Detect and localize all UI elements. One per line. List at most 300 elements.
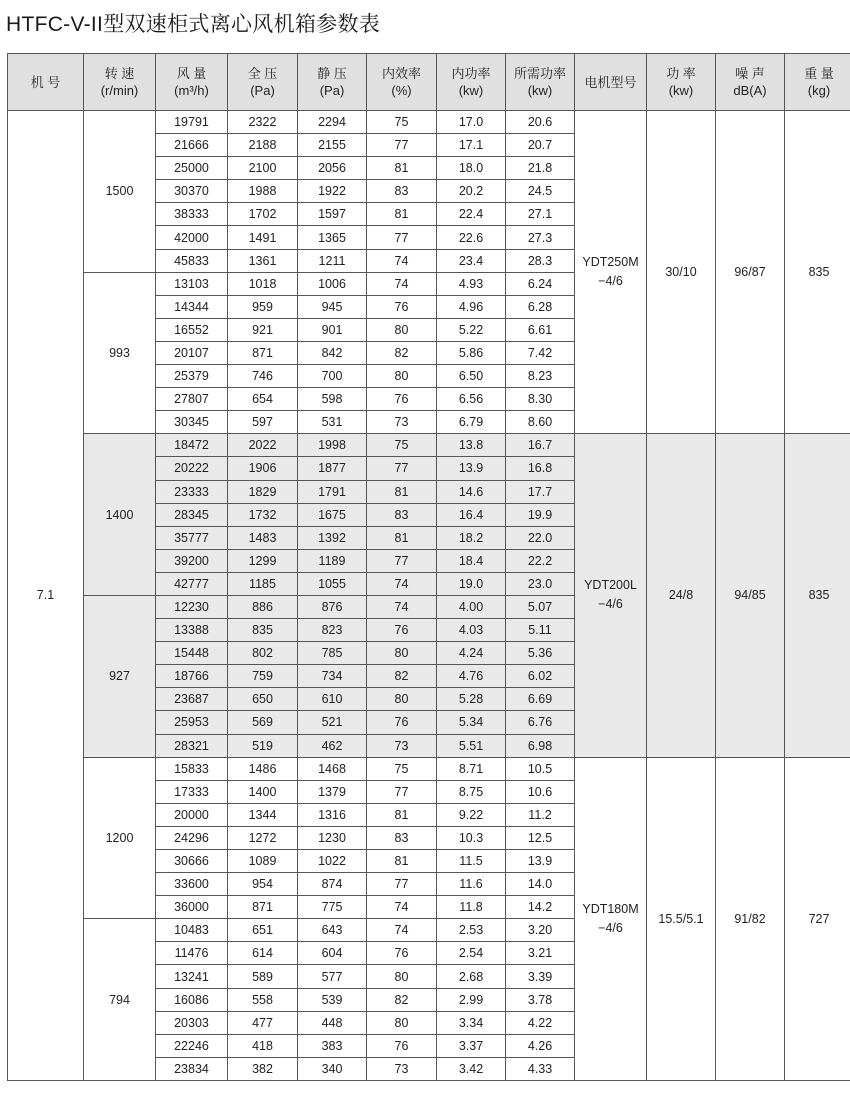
airflow-cell: 45833: [156, 249, 228, 272]
header-label: 全 压: [247, 66, 278, 81]
total-pressure-cell: 2022: [228, 434, 298, 457]
efficiency-cell: 82: [367, 988, 437, 1011]
total-pressure-cell: 1483: [228, 526, 298, 549]
static-pressure-cell: 1006: [298, 272, 367, 295]
motor-model-cell: [575, 111, 647, 434]
header-label: 所需功率: [513, 66, 566, 81]
efficiency-cell: 77: [367, 549, 437, 572]
internal-power-cell: 11.8: [437, 896, 506, 919]
efficiency-cell: 81: [367, 850, 437, 873]
table-row: [8, 434, 850, 457]
required-power-cell: 16.7: [506, 434, 575, 457]
internal-power-cell: 17.1: [437, 134, 506, 157]
required-power-cell: 6.98: [506, 734, 575, 757]
static-pressure-cell: 1055: [298, 572, 367, 595]
airflow-cell: 19791: [156, 111, 228, 134]
internal-power-cell: 6.79: [437, 411, 506, 434]
total-pressure-cell: 519: [228, 734, 298, 757]
required-power-cell: 14.2: [506, 896, 575, 919]
static-pressure-cell: 1189: [298, 549, 367, 572]
speed-cell: 794: [84, 919, 156, 1081]
airflow-cell: 13388: [156, 619, 228, 642]
efficiency-cell: 74: [367, 896, 437, 919]
static-pressure-cell: 842: [298, 341, 367, 364]
table-row: [8, 757, 850, 780]
efficiency-cell: 76: [367, 1034, 437, 1057]
motor-model: YDT180M: [582, 901, 639, 916]
motor-model-cell: [575, 434, 647, 757]
static-pressure-cell: 577: [298, 965, 367, 988]
header-weight: [785, 54, 850, 111]
header-unit: dB(A): [733, 83, 767, 98]
parameter-table: [7, 53, 850, 1081]
static-pressure-cell: 823: [298, 619, 367, 642]
required-power-cell: 7.42: [506, 341, 575, 364]
header-motor-power: [647, 54, 716, 111]
airflow-cell: 42777: [156, 572, 228, 595]
airflow-cell: 18472: [156, 434, 228, 457]
static-pressure-cell: 1365: [298, 226, 367, 249]
static-pressure-cell: 1379: [298, 780, 367, 803]
efficiency-cell: 82: [367, 665, 437, 688]
static-pressure-cell: 775: [298, 896, 367, 919]
internal-power-cell: 19.0: [437, 572, 506, 595]
machine-no-cell: 7.1: [8, 111, 84, 1081]
weight-cell: 727: [785, 757, 850, 1080]
total-pressure-cell: 1344: [228, 803, 298, 826]
static-pressure-cell: 1922: [298, 180, 367, 203]
static-pressure-cell: 700: [298, 365, 367, 388]
airflow-cell: 15448: [156, 642, 228, 665]
static-pressure-cell: 1998: [298, 434, 367, 457]
speed-cell: 993: [84, 272, 156, 434]
total-pressure-cell: 2188: [228, 134, 298, 157]
table-body: [8, 111, 850, 1081]
efficiency-cell: 73: [367, 734, 437, 757]
header-label: 风 量: [176, 66, 207, 81]
airflow-cell: 39200: [156, 549, 228, 572]
airflow-cell: 16086: [156, 988, 228, 1011]
airflow-cell: 13241: [156, 965, 228, 988]
efficiency-cell: 77: [367, 457, 437, 480]
header-airflow: [156, 54, 228, 111]
internal-power-cell: 3.42: [437, 1057, 506, 1080]
header-label: 电机型号: [584, 74, 637, 90]
header-label: 静 压: [317, 66, 347, 81]
total-pressure-cell: 835: [228, 619, 298, 642]
static-pressure-cell: 539: [298, 988, 367, 1011]
required-power-cell: 3.21: [506, 942, 575, 965]
efficiency-cell: 80: [367, 1011, 437, 1034]
header-unit: (r/min): [100, 83, 139, 98]
weight-cell: 835: [785, 434, 850, 757]
required-power-cell: 6.69: [506, 688, 575, 711]
header-label: 功 率: [666, 66, 696, 81]
airflow-cell: 25379: [156, 365, 228, 388]
internal-power-cell: 11.5: [437, 850, 506, 873]
internal-power-cell: 11.6: [437, 873, 506, 896]
header-noise: [716, 54, 785, 111]
total-pressure-cell: 1018: [228, 272, 298, 295]
efficiency-cell: 80: [367, 642, 437, 665]
total-pressure-cell: 614: [228, 942, 298, 965]
internal-power-cell: 2.99: [437, 988, 506, 1011]
internal-power-cell: 18.2: [437, 526, 506, 549]
header-label: 内功率: [451, 66, 491, 81]
internal-power-cell: 6.56: [437, 388, 506, 411]
header-unit: (kw): [527, 83, 553, 98]
total-pressure-cell: 382: [228, 1057, 298, 1080]
required-power-cell: 3.39: [506, 965, 575, 988]
static-pressure-cell: 1877: [298, 457, 367, 480]
total-pressure-cell: 1299: [228, 549, 298, 572]
header-internal-efficiency: [367, 54, 437, 111]
airflow-cell: 30345: [156, 411, 228, 434]
static-pressure-cell: 462: [298, 734, 367, 757]
efficiency-cell: 75: [367, 434, 437, 457]
internal-power-cell: 5.22: [437, 318, 506, 341]
header-unit: (kg): [807, 83, 831, 98]
header-required-power: [506, 54, 575, 111]
total-pressure-cell: 802: [228, 642, 298, 665]
total-pressure-cell: 1988: [228, 180, 298, 203]
efficiency-cell: 74: [367, 249, 437, 272]
noise-cell: 91/82: [716, 757, 785, 1080]
airflow-cell: 25953: [156, 711, 228, 734]
efficiency-cell: 74: [367, 919, 437, 942]
total-pressure-cell: 1361: [228, 249, 298, 272]
efficiency-cell: 81: [367, 157, 437, 180]
total-pressure-cell: 477: [228, 1011, 298, 1034]
header-unit: (kw): [458, 83, 484, 98]
total-pressure-cell: 558: [228, 988, 298, 1011]
internal-power-cell: 8.75: [437, 780, 506, 803]
required-power-cell: 6.24: [506, 272, 575, 295]
required-power-cell: 8.30: [506, 388, 575, 411]
internal-power-cell: 4.76: [437, 665, 506, 688]
airflow-cell: 22246: [156, 1034, 228, 1057]
speed-cell: 1500: [84, 111, 156, 273]
total-pressure-cell: 2100: [228, 157, 298, 180]
efficiency-cell: 76: [367, 711, 437, 734]
speed-cell: 1400: [84, 434, 156, 596]
internal-power-cell: 10.3: [437, 826, 506, 849]
table-row: [8, 111, 850, 134]
total-pressure-cell: 1732: [228, 503, 298, 526]
required-power-cell: 16.8: [506, 457, 575, 480]
efficiency-cell: 80: [367, 318, 437, 341]
static-pressure-cell: 1468: [298, 757, 367, 780]
motor-power-cell: 15.5/5.1: [647, 757, 716, 1080]
required-power-cell: 20.6: [506, 111, 575, 134]
required-power-cell: 6.02: [506, 665, 575, 688]
static-pressure-cell: 1597: [298, 203, 367, 226]
efficiency-cell: 81: [367, 480, 437, 503]
required-power-cell: 5.11: [506, 619, 575, 642]
total-pressure-cell: 959: [228, 295, 298, 318]
static-pressure-cell: 1392: [298, 526, 367, 549]
static-pressure-cell: 383: [298, 1034, 367, 1057]
efficiency-cell: 80: [367, 365, 437, 388]
airflow-cell: 38333: [156, 203, 228, 226]
internal-power-cell: 3.34: [437, 1011, 506, 1034]
efficiency-cell: 81: [367, 526, 437, 549]
static-pressure-cell: 604: [298, 942, 367, 965]
efficiency-cell: 77: [367, 873, 437, 896]
internal-power-cell: 20.2: [437, 180, 506, 203]
required-power-cell: 24.5: [506, 180, 575, 203]
required-power-cell: 28.3: [506, 249, 575, 272]
internal-power-cell: 8.71: [437, 757, 506, 780]
internal-power-cell: 22.6: [437, 226, 506, 249]
static-pressure-cell: 643: [298, 919, 367, 942]
header-label: 重 量: [804, 66, 834, 81]
airflow-cell: 23687: [156, 688, 228, 711]
required-power-cell: 12.5: [506, 826, 575, 849]
noise-cell: 96/87: [716, 111, 785, 434]
static-pressure-cell: 521: [298, 711, 367, 734]
total-pressure-cell: 418: [228, 1034, 298, 1057]
total-pressure-cell: 1906: [228, 457, 298, 480]
internal-power-cell: 5.86: [437, 341, 506, 364]
total-pressure-cell: 954: [228, 873, 298, 896]
header-machine-no: [8, 54, 84, 111]
header-speed: [84, 54, 156, 111]
required-power-cell: 4.33: [506, 1057, 575, 1080]
required-power-cell: 13.9: [506, 850, 575, 873]
header-unit: (Pa): [319, 83, 345, 98]
header-unit: (%): [391, 83, 412, 98]
efficiency-cell: 76: [367, 942, 437, 965]
internal-power-cell: 17.0: [437, 111, 506, 134]
internal-power-cell: 23.4: [437, 249, 506, 272]
internal-power-cell: 5.34: [437, 711, 506, 734]
speed-cell: 927: [84, 595, 156, 757]
static-pressure-cell: 734: [298, 665, 367, 688]
total-pressure-cell: 654: [228, 388, 298, 411]
airflow-cell: 20222: [156, 457, 228, 480]
airflow-cell: 42000: [156, 226, 228, 249]
internal-power-cell: 18.4: [437, 549, 506, 572]
total-pressure-cell: 1486: [228, 757, 298, 780]
airflow-cell: 33600: [156, 873, 228, 896]
static-pressure-cell: 531: [298, 411, 367, 434]
weight-cell: 835: [785, 111, 850, 434]
airflow-cell: 15833: [156, 757, 228, 780]
total-pressure-cell: 871: [228, 896, 298, 919]
internal-power-cell: 4.03: [437, 619, 506, 642]
total-pressure-cell: 759: [228, 665, 298, 688]
static-pressure-cell: 876: [298, 595, 367, 618]
total-pressure-cell: 597: [228, 411, 298, 434]
header-total-pressure: [228, 54, 298, 111]
header-unit: (kw): [668, 83, 694, 98]
internal-power-cell: 5.28: [437, 688, 506, 711]
total-pressure-cell: 886: [228, 595, 298, 618]
required-power-cell: 27.3: [506, 226, 575, 249]
static-pressure-cell: 1675: [298, 503, 367, 526]
efficiency-cell: 75: [367, 757, 437, 780]
airflow-cell: 14344: [156, 295, 228, 318]
internal-power-cell: 4.00: [437, 595, 506, 618]
required-power-cell: 3.78: [506, 988, 575, 1011]
internal-power-cell: 13.8: [437, 434, 506, 457]
efficiency-cell: 73: [367, 1057, 437, 1080]
total-pressure-cell: 1829: [228, 480, 298, 503]
total-pressure-cell: 1272: [228, 826, 298, 849]
internal-power-cell: 2.53: [437, 919, 506, 942]
total-pressure-cell: 746: [228, 365, 298, 388]
airflow-cell: 10483: [156, 919, 228, 942]
required-power-cell: 21.8: [506, 157, 575, 180]
internal-power-cell: 4.24: [437, 642, 506, 665]
internal-power-cell: 2.68: [437, 965, 506, 988]
airflow-cell: 16552: [156, 318, 228, 341]
required-power-cell: 19.9: [506, 503, 575, 526]
required-power-cell: 6.61: [506, 318, 575, 341]
airflow-cell: 13103: [156, 272, 228, 295]
efficiency-cell: 81: [367, 203, 437, 226]
efficiency-cell: 74: [367, 595, 437, 618]
required-power-cell: 10.6: [506, 780, 575, 803]
airflow-cell: 23333: [156, 480, 228, 503]
motor-suffix: −4/6: [598, 274, 623, 289]
airflow-cell: 28321: [156, 734, 228, 757]
internal-power-cell: 18.0: [437, 157, 506, 180]
motor-model-cell: [575, 757, 647, 1080]
internal-power-cell: 14.6: [437, 480, 506, 503]
motor-power-cell: 24/8: [647, 434, 716, 757]
efficiency-cell: 83: [367, 503, 437, 526]
required-power-cell: 8.60: [506, 411, 575, 434]
header-motor-model: [575, 54, 647, 111]
header-label: 内效率: [381, 66, 421, 81]
static-pressure-cell: 448: [298, 1011, 367, 1034]
internal-power-cell: 13.9: [437, 457, 506, 480]
static-pressure-cell: 340: [298, 1057, 367, 1080]
efficiency-cell: 76: [367, 295, 437, 318]
airflow-cell: 12230: [156, 595, 228, 618]
total-pressure-cell: 921: [228, 318, 298, 341]
efficiency-cell: 77: [367, 226, 437, 249]
airflow-cell: 23834: [156, 1057, 228, 1080]
required-power-cell: 6.76: [506, 711, 575, 734]
motor-model: YDT200L: [584, 578, 637, 593]
required-power-cell: 5.07: [506, 595, 575, 618]
internal-power-cell: 9.22: [437, 803, 506, 826]
static-pressure-cell: 1022: [298, 850, 367, 873]
static-pressure-cell: 1211: [298, 249, 367, 272]
static-pressure-cell: 901: [298, 318, 367, 341]
efficiency-cell: 77: [367, 134, 437, 157]
airflow-cell: 20000: [156, 803, 228, 826]
internal-power-cell: 16.4: [437, 503, 506, 526]
header-label: 噪 声: [735, 66, 765, 81]
static-pressure-cell: 598: [298, 388, 367, 411]
total-pressure-cell: 650: [228, 688, 298, 711]
airflow-cell: 21666: [156, 134, 228, 157]
static-pressure-cell: 945: [298, 295, 367, 318]
required-power-cell: 4.22: [506, 1011, 575, 1034]
efficiency-cell: 74: [367, 572, 437, 595]
static-pressure-cell: 1230: [298, 826, 367, 849]
internal-power-cell: 22.4: [437, 203, 506, 226]
required-power-cell: 10.5: [506, 757, 575, 780]
total-pressure-cell: 1400: [228, 780, 298, 803]
static-pressure-cell: 2056: [298, 157, 367, 180]
total-pressure-cell: 1491: [228, 226, 298, 249]
total-pressure-cell: 589: [228, 965, 298, 988]
table-header-row: [8, 54, 850, 111]
header-label: 转 速: [104, 66, 135, 81]
internal-power-cell: 3.37: [437, 1034, 506, 1057]
efficiency-cell: 81: [367, 803, 437, 826]
total-pressure-cell: 871: [228, 341, 298, 364]
internal-power-cell: 4.93: [437, 272, 506, 295]
speed-cell: 1200: [84, 757, 156, 919]
efficiency-cell: 83: [367, 826, 437, 849]
required-power-cell: 4.26: [506, 1034, 575, 1057]
header-unit: (m³/h): [174, 83, 209, 98]
efficiency-cell: 76: [367, 619, 437, 642]
total-pressure-cell: 2322: [228, 111, 298, 134]
airflow-cell: 35777: [156, 526, 228, 549]
airflow-cell: 30370: [156, 180, 228, 203]
airflow-cell: 25000: [156, 157, 228, 180]
required-power-cell: 8.23: [506, 365, 575, 388]
required-power-cell: 6.28: [506, 295, 575, 318]
required-power-cell: 17.7: [506, 480, 575, 503]
airflow-cell: 28345: [156, 503, 228, 526]
total-pressure-cell: 1702: [228, 203, 298, 226]
efficiency-cell: 74: [367, 272, 437, 295]
airflow-cell: 24296: [156, 826, 228, 849]
static-pressure-cell: 2294: [298, 111, 367, 134]
efficiency-cell: 82: [367, 341, 437, 364]
internal-power-cell: 4.96: [437, 295, 506, 318]
internal-power-cell: 6.50: [437, 365, 506, 388]
total-pressure-cell: 569: [228, 711, 298, 734]
internal-power-cell: 5.51: [437, 734, 506, 757]
page-title: HTFC-V-II型双速柜式离心风机箱参数表: [6, 13, 381, 36]
static-pressure-cell: 2155: [298, 134, 367, 157]
motor-suffix: −4/6: [598, 920, 623, 935]
header-label: 机 号: [30, 74, 61, 90]
static-pressure-cell: 1316: [298, 803, 367, 826]
required-power-cell: 22.2: [506, 549, 575, 572]
efficiency-cell: 80: [367, 688, 437, 711]
efficiency-cell: 76: [367, 388, 437, 411]
total-pressure-cell: 1089: [228, 850, 298, 873]
efficiency-cell: 73: [367, 411, 437, 434]
airflow-cell: 20303: [156, 1011, 228, 1034]
motor-suffix: −4/6: [598, 597, 623, 612]
header-internal-power: [437, 54, 506, 111]
efficiency-cell: 75: [367, 111, 437, 134]
required-power-cell: 20.7: [506, 134, 575, 157]
airflow-cell: 27807: [156, 388, 228, 411]
header-static-pressure: [298, 54, 367, 111]
airflow-cell: 20107: [156, 341, 228, 364]
airflow-cell: 17333: [156, 780, 228, 803]
required-power-cell: 23.0: [506, 572, 575, 595]
airflow-cell: 36000: [156, 896, 228, 919]
required-power-cell: 3.20: [506, 919, 575, 942]
total-pressure-cell: 651: [228, 919, 298, 942]
required-power-cell: 27.1: [506, 203, 575, 226]
static-pressure-cell: 785: [298, 642, 367, 665]
header-unit: (Pa): [250, 83, 275, 98]
